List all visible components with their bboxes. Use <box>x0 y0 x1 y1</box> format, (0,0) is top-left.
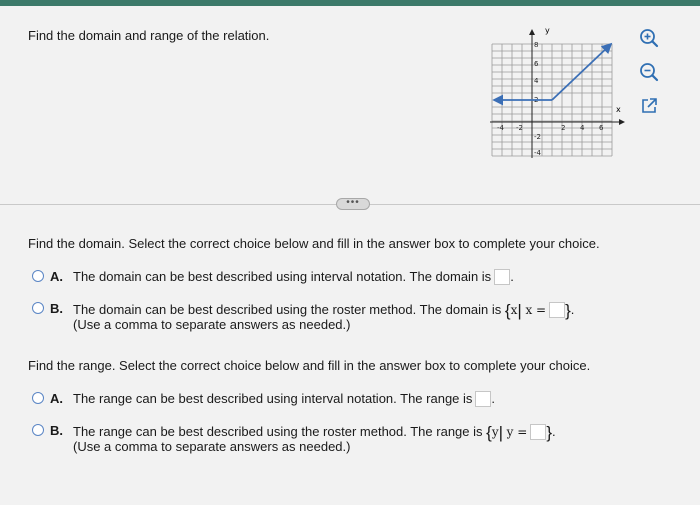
range-choice-a-radio[interactable] <box>32 392 44 404</box>
x-tick-label: 2 <box>561 124 566 132</box>
y-tick-label: -4 <box>534 149 541 157</box>
choice-note: (Use a comma to separate answers as needed.) <box>73 439 351 454</box>
set-variable: y <box>491 425 499 439</box>
domain-prompt: Find the domain. Select the correct choice below and fill in the answer box to complete your choice. <box>28 236 600 251</box>
y-axis-label: y <box>545 26 550 35</box>
domain-interval-answer-box[interactable] <box>494 269 510 285</box>
set-condition: y = <box>506 425 528 439</box>
y-tick-label: -2 <box>534 133 541 141</box>
choice-text: The domain can be best described using the roster method. The domain is <box>73 302 502 317</box>
popout-icon[interactable] <box>638 95 660 117</box>
x-tick-label: -4 <box>497 124 504 132</box>
y-tick-label: 2 <box>534 96 539 104</box>
x-tick-label: 4 <box>580 124 585 132</box>
range-roster-answer-box[interactable] <box>530 424 546 440</box>
choice-note: (Use a comma to separate answers as needed.) <box>73 317 351 332</box>
more-button[interactable]: ••• <box>336 198 370 210</box>
zoom-in-icon[interactable] <box>638 27 660 49</box>
y-tick-label: 8 <box>534 41 539 49</box>
domain-roster-answer-box[interactable] <box>549 302 565 318</box>
set-variable: x <box>510 303 518 317</box>
choice-text: The range can be best described using interval notation. The range is <box>73 391 473 406</box>
set-condition: x = <box>525 303 547 317</box>
x-tick-label: 6 <box>599 124 604 132</box>
x-axis-label: x <box>616 105 621 114</box>
choice-text: The domain can be best described using interval notation. The domain is <box>73 269 492 284</box>
graph-toolbar <box>638 27 664 129</box>
choice-letter: B. <box>50 301 63 316</box>
choice-letter: B. <box>50 423 63 438</box>
range-choice-b-radio[interactable] <box>32 424 44 436</box>
choice-text: The range can be best described using the roster method. The range is <box>73 424 483 439</box>
zoom-out-icon[interactable] <box>638 61 660 83</box>
question-text: Find the domain and range of the relation. <box>28 28 270 43</box>
domain-choice-a-radio[interactable] <box>32 270 44 282</box>
x-tick-label: -2 <box>516 124 523 132</box>
range-interval-answer-box[interactable] <box>475 391 491 407</box>
relation-graph <box>488 22 628 162</box>
choice-letter: A. <box>50 269 63 284</box>
y-tick-label: 6 <box>534 60 539 68</box>
range-prompt: Find the range. Select the correct choice below and fill in the answer box to complete your choice. <box>28 358 591 373</box>
top-accent-bar <box>0 0 700 6</box>
domain-choice-b-radio[interactable] <box>32 302 44 314</box>
y-tick-label: 4 <box>534 77 539 85</box>
choice-letter: A. <box>50 391 63 406</box>
